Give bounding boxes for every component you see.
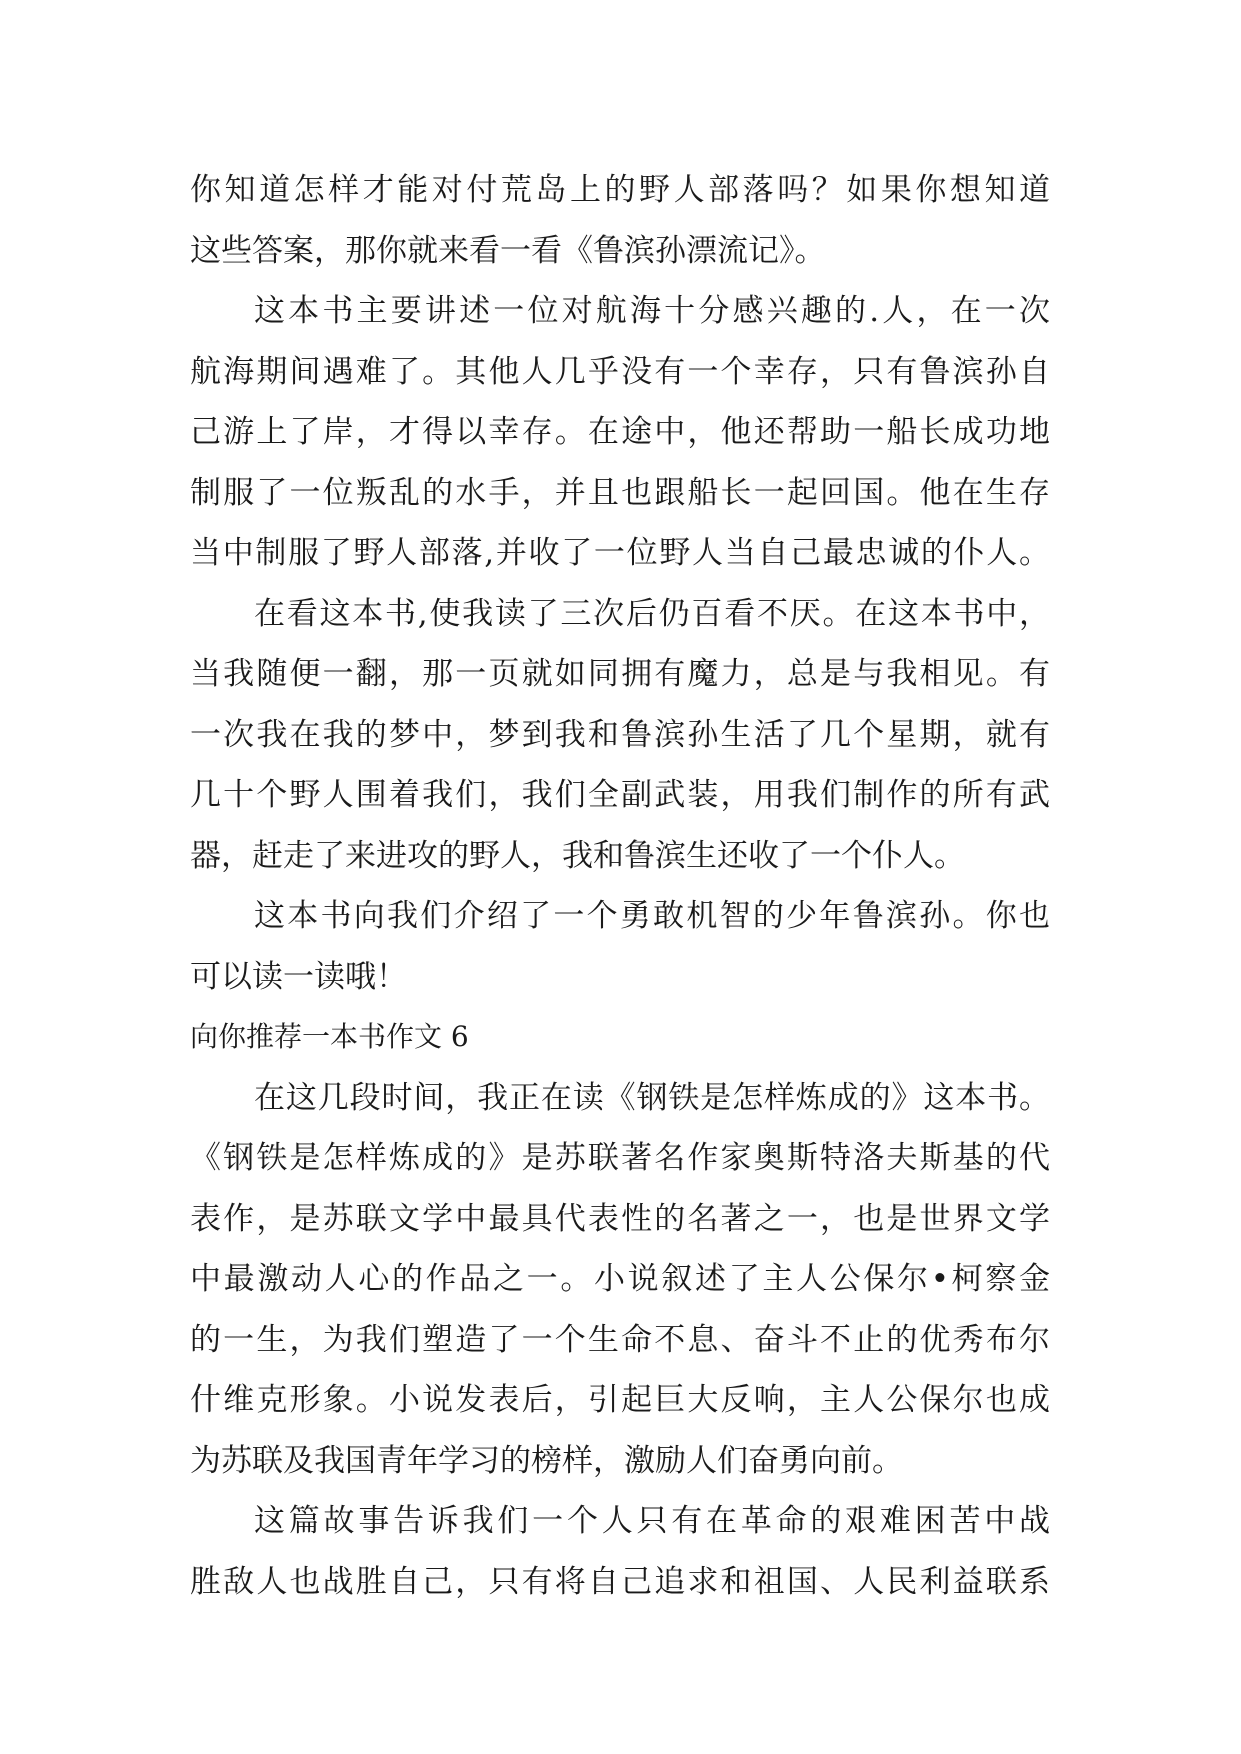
text-line: 中最激动人心的作品之一。小说叙述了主人公保尔•柯察金 (190, 1261, 1050, 1297)
text-line: 的一生，为我们塑造了一个生命不息、奋斗不止的优秀布尔 (190, 1321, 1050, 1358)
text-line: 己游上了岸，才得以幸存。在途中，他还帮助一船长成功地 (190, 414, 1050, 450)
text-line: 在看这本书,使我读了三次后仍百看不厌。在这本书中， (254, 595, 1050, 632)
text-line: 几十个野人围着我们，我们全副武装，用我们制作的所有武 (190, 777, 1050, 813)
text-line: 什维克形象。小说发表后，引起巨大反响，主人公保尔也成 (190, 1382, 1050, 1418)
text-line: 《钢铁是怎样炼成的》是苏联著名作家奥斯特洛夫斯基的代 (190, 1140, 1050, 1176)
text-line: 表作，是苏联文学中最具代表性的名著之一，也是世界文学 (190, 1200, 1050, 1237)
text-line: 你知道怎样才能对付荒岛上的野人部落吗？如果你想知道 (190, 172, 1050, 208)
text-line: 制服了一位叛乱的水手，并且也跟船长一起回国。他在生存 (190, 474, 1050, 511)
text-line: 当中制服了野人部落,并收了一位野人当自己最忠诚的仆人。 (190, 535, 1050, 571)
text-line: 当我随便一翻，那一页就如同拥有魔力，总是与我相见。有 (190, 656, 1050, 692)
text-line: 航海期间遇难了。其他人几乎没有一个幸存，只有鲁滨孙自 (190, 353, 1050, 390)
document-body (190, 160, 1050, 1612)
text-line: 这本书向我们介绍了一个勇敢机智的少年鲁滨孙。你也 (254, 898, 1050, 934)
text-line: 这些答案，那你就来看一看《鲁滨孙漂流记》。 (190, 232, 826, 269)
text-line: 胜敌人也战胜自己，只有将自己追求和祖国、人民利益联系 (190, 1563, 1050, 1600)
text-line: 这篇故事告诉我们一个人只有在革命的艰难困苦中战 (254, 1503, 1050, 1539)
text-line: 这本书主要讲述一位对航海十分感兴趣的.人，在一次 (254, 293, 1050, 329)
text-line: 可以读一读哦！ (190, 958, 407, 995)
section-heading: 向你推荐一本书作文 6 (190, 1020, 469, 1053)
text-line: 在这几段时间，我正在读《钢铁是怎样炼成的》这本书。 (254, 1079, 1050, 1116)
text-line: 为苏联及我国青年学习的榜样，激励人们奋勇向前。 (190, 1442, 903, 1479)
text-line: 器，赶走了来进攻的野人，我和鲁滨生还收了一个仆人。 (190, 837, 965, 874)
text-line: 一次我在我的梦中，梦到我和鲁滨孙生活了几个星期，就有 (190, 716, 1050, 753)
